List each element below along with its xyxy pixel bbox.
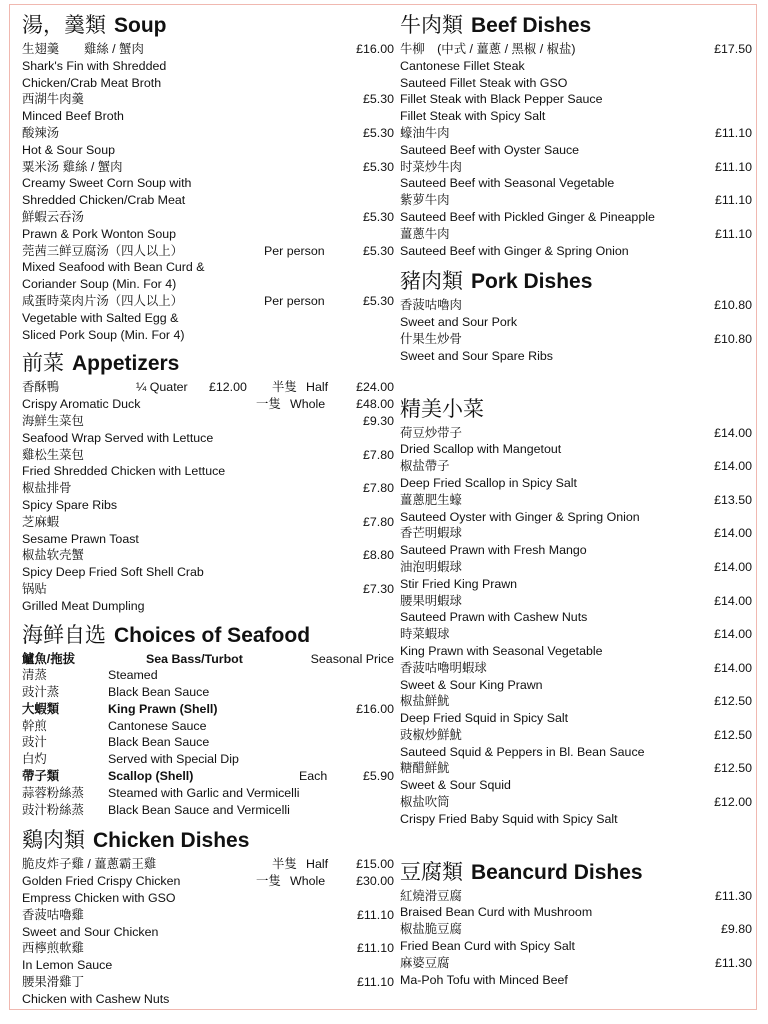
item-zh: 香酥鴨: [22, 380, 60, 395]
item-en: Crispy Aromatic Duck: [22, 397, 141, 412]
item-en: Deep Fried Squid in Spicy Salt: [400, 711, 569, 726]
item-zh: 紅燒滑豆腐: [400, 888, 462, 903]
item-zh: 粟米汤 雞絲 / 蟹肉: [22, 159, 123, 174]
special-item: [400, 458, 752, 492]
row-en: Served with Special Dip: [108, 752, 239, 767]
beancurd-item: [400, 955, 752, 989]
row-en: Black Bean Sauce: [108, 685, 210, 700]
item-en: Grilled Meat Dumpling: [22, 598, 145, 613]
row-zh: 蒜蓉粉絲蒸: [22, 785, 84, 800]
item-en: Dried Scallop with Mangetout: [400, 442, 562, 457]
seafood-row: [22, 734, 394, 751]
item-zh: 薑蔥肥生蠔: [400, 492, 462, 507]
item-zh: 海鮮生菜包: [22, 413, 84, 428]
seafood-row: [22, 802, 394, 819]
row-zh: 帶子類: [22, 769, 60, 784]
item-zh: 时菜炒牛肉: [400, 159, 462, 174]
chicken-heading-zh: 鷄肉類: [22, 829, 85, 853]
item-price: £15.00: [356, 857, 394, 872]
item-price: £5.30: [362, 209, 394, 224]
soup-item: [22, 243, 394, 293]
item-zh: 椒盐鮮魷: [400, 694, 450, 709]
specials-heading: [400, 395, 752, 425]
item-en: Hot & Sour Soup: [22, 142, 115, 157]
item-quarter-price: £12.00: [209, 380, 247, 395]
special-item: [400, 660, 752, 694]
item-en: Ma-Poh Tofu with Minced Beef: [400, 972, 568, 987]
beancurd-item: [400, 921, 752, 955]
item-price: £10.80: [714, 298, 752, 313]
item-en: Fillet Steak with Spicy Salt: [400, 109, 546, 124]
item-en: Sauteed Beef with Pickled Ginger & Pineapple: [400, 209, 655, 224]
item-price: £11.30: [715, 955, 752, 970]
row-zh: 豉汁蒸: [22, 685, 60, 700]
item-price: £13.50: [714, 492, 752, 507]
item-whole-zh: 一隻: [256, 397, 281, 412]
item-price: £12.50: [714, 727, 752, 742]
seafood-heading: [22, 621, 394, 651]
row-zh: 豉汁: [22, 735, 47, 750]
chicken-item: [22, 940, 394, 974]
item-zh: 豉椒炒鮮魷: [400, 727, 462, 742]
item-price: £14.00: [714, 660, 752, 675]
row-price: £5.90: [362, 769, 394, 784]
item-zh: 锅贴: [22, 581, 47, 596]
item-en: Sweet and Sour Chicken: [22, 924, 159, 939]
item-zh: 鮮蝦云吞汤: [22, 209, 84, 224]
pork-heading: [400, 267, 752, 297]
item-half-zh: 半隻: [272, 857, 297, 872]
item-price: £16.00: [356, 42, 394, 56]
beef-item: [400, 125, 752, 159]
beef-item: [400, 41, 752, 125]
item-price: £11.30: [715, 888, 752, 903]
item-zh: 西檸煎軟雞: [22, 941, 84, 956]
soup-heading-zh: 湯，羹類: [22, 14, 106, 37]
item-price: £14.00: [714, 459, 752, 474]
row-en: Scallop (Shell): [108, 769, 194, 784]
appetizers-heading-zh: 前菜: [22, 352, 64, 376]
pork-item: [400, 331, 752, 365]
soup-item: [22, 159, 394, 209]
row-price: Seasonal Price: [310, 651, 394, 666]
beancurd-heading-zh: 豆腐類: [400, 860, 463, 884]
beef-item: [400, 159, 752, 193]
item-price: £11.10: [715, 226, 752, 241]
right-column: [400, 11, 752, 988]
item-zh: 生翅羹 雞絲 / 蟹肉: [22, 42, 144, 56]
item-price: £7.80: [362, 514, 394, 529]
item-zh: 時菜蝦球: [400, 627, 450, 642]
item-price: £12.00: [714, 795, 752, 810]
chicken-item: [22, 974, 394, 1008]
special-item: [400, 559, 752, 593]
row-price: £16.00: [356, 701, 394, 716]
item-price-whole: £30.00: [356, 874, 394, 889]
appetizers-heading: [22, 349, 394, 379]
soup-list: [22, 41, 394, 343]
item-price: £14.00: [714, 593, 752, 608]
beancurd-heading: [400, 858, 752, 888]
special-item: [400, 593, 752, 627]
item-price: £14.00: [714, 559, 752, 574]
pork-heading-zh: 豬肉類: [400, 270, 463, 294]
item-price: £8.80: [362, 548, 394, 563]
special-item: [400, 727, 752, 761]
item-en: Crispy Fried Baby Squid with Spicy Salt: [400, 811, 618, 826]
item-en: Mixed Seafood with Bean Curd & Coriander Soup (Min. For 4): [22, 260, 205, 292]
item-zh: 莞茜三鲜豆腐汤（四人以上）: [22, 243, 184, 258]
item-zh: 西湖牛肉羹: [22, 92, 84, 107]
menu-page: [9, 4, 757, 1010]
item-en: Minced Beef Broth: [22, 109, 124, 124]
item-price: £24.00: [356, 380, 394, 395]
beef-list: [400, 41, 752, 259]
appetizer-item: [22, 547, 394, 581]
special-item: [400, 794, 752, 828]
item-zh: 薑蔥牛肉: [400, 226, 450, 241]
item-price: £5.30: [362, 92, 394, 107]
special-item: [400, 760, 752, 794]
appetizers-list: [22, 379, 394, 614]
seafood-heading-en: Choices of Seafood: [114, 623, 311, 647]
item-en: Fillet Steak with Black Pepper Sauce: [400, 92, 603, 107]
chicken-item: [22, 907, 394, 941]
item-price: £11.10: [715, 125, 752, 140]
item-price: £7.80: [362, 481, 394, 496]
item-price: £11.10: [357, 941, 394, 956]
special-item: [400, 626, 752, 660]
item-price: £5.30: [362, 159, 394, 174]
item-zh: 咸蛋時菜肉片汤（四人以上）: [22, 293, 184, 308]
item-price: £12.50: [714, 761, 752, 776]
item-zh: 雞松生菜包: [22, 447, 84, 462]
item-en: Cantonese Fillet Steak: [400, 58, 525, 73]
item-en: Sweet and Sour Spare Ribs: [400, 348, 553, 363]
row-en: Sea Bass/Turbot: [146, 651, 243, 666]
item-price: £11.10: [357, 975, 394, 990]
special-item: [400, 525, 752, 559]
item-price: £7.80: [362, 447, 394, 462]
item-price: £12.50: [714, 694, 752, 709]
item-price: £14.00: [714, 425, 752, 440]
item-zh: 椒盐软壳蟹: [22, 548, 84, 563]
chicken-heading: [22, 826, 394, 856]
soup-item: [22, 293, 394, 343]
row-en: Cantonese Sauce: [108, 718, 207, 733]
item-en: Braised Bean Curd with Mushroom: [400, 905, 593, 920]
seafood-row: [22, 785, 394, 802]
item-en: Sauteed Prawn with Fresh Mango: [400, 543, 587, 558]
row-zh: 幹煎: [22, 718, 47, 733]
item-price: £14.00: [714, 526, 752, 541]
item-en: In Lemon Sauce: [22, 958, 113, 973]
item-en: Sauteed Fillet Steak with GSO: [400, 75, 568, 90]
item-quarter: ¼ Quater: [136, 380, 188, 395]
seafood-heading-zh: 海鲜自选: [22, 623, 106, 647]
item-whole-zh: 一隻: [256, 874, 281, 889]
seafood-row: [22, 701, 394, 718]
left-column: [22, 11, 394, 1008]
item-price: £17.50: [714, 42, 752, 56]
beef-heading-zh: 牛肉類: [400, 14, 463, 37]
item-zh: 酸辣汤: [22, 125, 60, 140]
item-price: £5.30: [362, 125, 394, 140]
specials-heading-zh: 精美小菜: [400, 397, 484, 421]
seafood-row: [22, 684, 394, 701]
row-zh: 豉汁粉絲蒸: [22, 802, 84, 817]
special-item: [400, 425, 752, 459]
item-price: £11.10: [715, 159, 752, 174]
row-en: Black Bean Sauce: [108, 735, 210, 750]
chicken-item: [22, 856, 394, 906]
item-price: £11.10: [357, 907, 394, 922]
row-zh: 清蒸: [22, 668, 47, 683]
appetizer-item: [22, 379, 394, 413]
item-en: Golden Fried Crispy Chicken: [22, 874, 181, 889]
row-en: King Prawn (Shell): [108, 701, 218, 716]
item-zh: 香菠咕嚕肉: [400, 298, 462, 313]
appetizer-item: [22, 514, 394, 548]
item-whole-en: Whole: [290, 397, 326, 412]
seafood-row: [22, 768, 394, 785]
item-en: Spicy Spare Ribs: [22, 497, 118, 512]
item-zh: 糖醋鮮魷: [400, 761, 450, 776]
item-zh: 椒盐帶子: [400, 459, 450, 474]
item-zh: 脆皮炸子雞 / 薑蔥霸王雞: [22, 857, 157, 872]
row-zh: 白灼: [22, 752, 47, 767]
item-en: Fried Shredded Chicken with Lettuce: [22, 464, 226, 479]
item-note: Per person: [264, 243, 325, 258]
item-en: Fried Bean Curd with Spicy Salt: [400, 939, 575, 954]
soup-item: [22, 125, 394, 159]
item-en: Spicy Deep Fried Soft Shell Crab: [22, 565, 204, 580]
item-price: £9.80: [720, 922, 752, 937]
soup-heading: [22, 11, 394, 41]
item-zh: 蠔油牛肉: [400, 125, 450, 140]
item-en: Sauteed Beef with Ginger & Spring Onion: [400, 243, 629, 258]
row-en: Steamed: [108, 668, 158, 683]
item-half-en: Half: [306, 380, 329, 395]
item-en: Creamy Sweet Corn Soup with Shredded Chicken/Crab Meat: [22, 176, 192, 208]
beancurd-item: [400, 888, 752, 922]
beancurd-list: [400, 888, 752, 989]
beancurd-heading-en: Beancurd Dishes: [471, 860, 643, 884]
beef-item: [400, 192, 752, 226]
item-price-whole: £48.00: [356, 397, 394, 412]
item-en: Sauteed Prawn with Cashew Nuts: [400, 610, 588, 625]
item-en: King Prawn with Seasonal Vegetable: [400, 643, 603, 658]
item-price: £7.30: [362, 581, 394, 596]
item-en: Deep Fried Scallop in Spicy Salt: [400, 475, 577, 490]
item-en: Sweet and Sour Pork: [400, 315, 518, 330]
item-en: Stir Fried King Prawn: [400, 576, 518, 591]
item-zh: 荷豆炒带子: [400, 425, 462, 440]
appetizer-item: [22, 581, 394, 615]
appetizer-item: [22, 447, 394, 481]
seafood-list: [22, 651, 394, 819]
soup-item: [22, 41, 394, 91]
row-note: Each: [299, 769, 328, 784]
item-en: Chicken with Cashew Nuts: [22, 991, 170, 1006]
item-zh: 油泡明蝦球: [400, 559, 462, 574]
pork-item: [400, 297, 752, 331]
item-en: Sauteed Oyster with Ginger & Spring Onion: [400, 509, 640, 524]
item-en: Sauteed Squid & Peppers in Bl. Bean Sauce: [400, 744, 645, 759]
item-price: £5.30: [362, 243, 394, 258]
pork-list: [400, 297, 752, 364]
item-zh: 香菠咕嚕雞: [22, 907, 84, 922]
item-whole-en: Whole: [290, 874, 326, 889]
seafood-row: [22, 651, 394, 668]
seafood-row: [22, 667, 394, 684]
item-price: £5.30: [362, 293, 394, 308]
soup-item: [22, 209, 394, 243]
item-en: Prawn & Pork Wonton Soup: [22, 226, 177, 241]
soup-heading-en: Soup: [114, 14, 167, 37]
specials-list: [400, 425, 752, 828]
item-zh: 麻婆豆腐: [400, 955, 450, 970]
item-zh: 腰果滑雞丁: [22, 975, 84, 990]
item-zh: 牛柳 (中式 / 薑蔥 / 黑椒 / 椒盐): [400, 42, 576, 56]
pork-heading-en: Pork Dishes: [471, 270, 593, 294]
item-en: Sweet & Sour King Prawn: [400, 677, 543, 692]
appetizers-heading-en: Appetizers: [72, 352, 180, 376]
item-half-en: Half: [306, 857, 329, 872]
chicken-list: [22, 856, 394, 1007]
special-item: [400, 492, 752, 526]
appetizer-item: [22, 480, 394, 514]
item-zh: 香菠咕嚕明蝦球: [400, 660, 487, 675]
seafood-row: [22, 751, 394, 768]
chicken-heading-en: Chicken Dishes: [93, 829, 250, 853]
special-item: [400, 693, 752, 727]
item-price: £9.30: [362, 413, 394, 428]
item-en: Sesame Prawn Toast: [22, 531, 139, 546]
item-note: Per person: [264, 293, 325, 308]
item-zh: 芝麻蝦: [22, 514, 60, 529]
item-zh: 椒盐吹筒: [400, 795, 450, 810]
item-en-2: Empress Chicken with GSO: [22, 891, 176, 906]
item-price: £11.10: [715, 193, 752, 208]
row-zh: 鱸魚/拖拔: [22, 651, 76, 666]
beef-heading-en: Beef Dishes: [471, 14, 592, 37]
beef-heading: [400, 11, 752, 41]
item-price: £14.00: [714, 627, 752, 642]
item-en: Seafood Wrap Served with Lettuce: [22, 430, 214, 445]
item-en: Vegetable with Salted Egg & Sliced Pork Soup (Min. For 4): [22, 310, 185, 342]
item-en: Sauteed Beef with Oyster Sauce: [400, 142, 580, 157]
item-half-zh: 半隻: [272, 380, 297, 395]
item-zh: 香芒明蝦球: [400, 526, 462, 541]
seafood-row: [22, 718, 394, 735]
item-zh: 椒盐排骨: [22, 481, 72, 496]
appetizer-item: [22, 413, 394, 447]
item-zh: 椒盐脆豆腐: [400, 922, 462, 937]
row-zh: 大蝦類: [22, 701, 60, 716]
beef-item: [400, 226, 752, 260]
soup-item: [22, 91, 394, 125]
item-zh: 紫萝牛肉: [400, 193, 450, 208]
item-en: Sweet & Sour Squid: [400, 778, 511, 793]
item-price: £10.80: [714, 331, 752, 346]
item-en: Sauteed Beef with Seasonal Vegetable: [400, 176, 615, 191]
item-zh: 腰果明蝦球: [400, 593, 462, 608]
item-en: Shark's Fin with Shredded Chicken/Crab Meat Broth: [22, 58, 167, 90]
row-en: Steamed with Garlic and Vermicelli: [108, 785, 300, 800]
item-zh: 什果生炒骨: [400, 331, 462, 346]
row-en: Black Bean Sauce and Vermicelli: [108, 802, 290, 817]
